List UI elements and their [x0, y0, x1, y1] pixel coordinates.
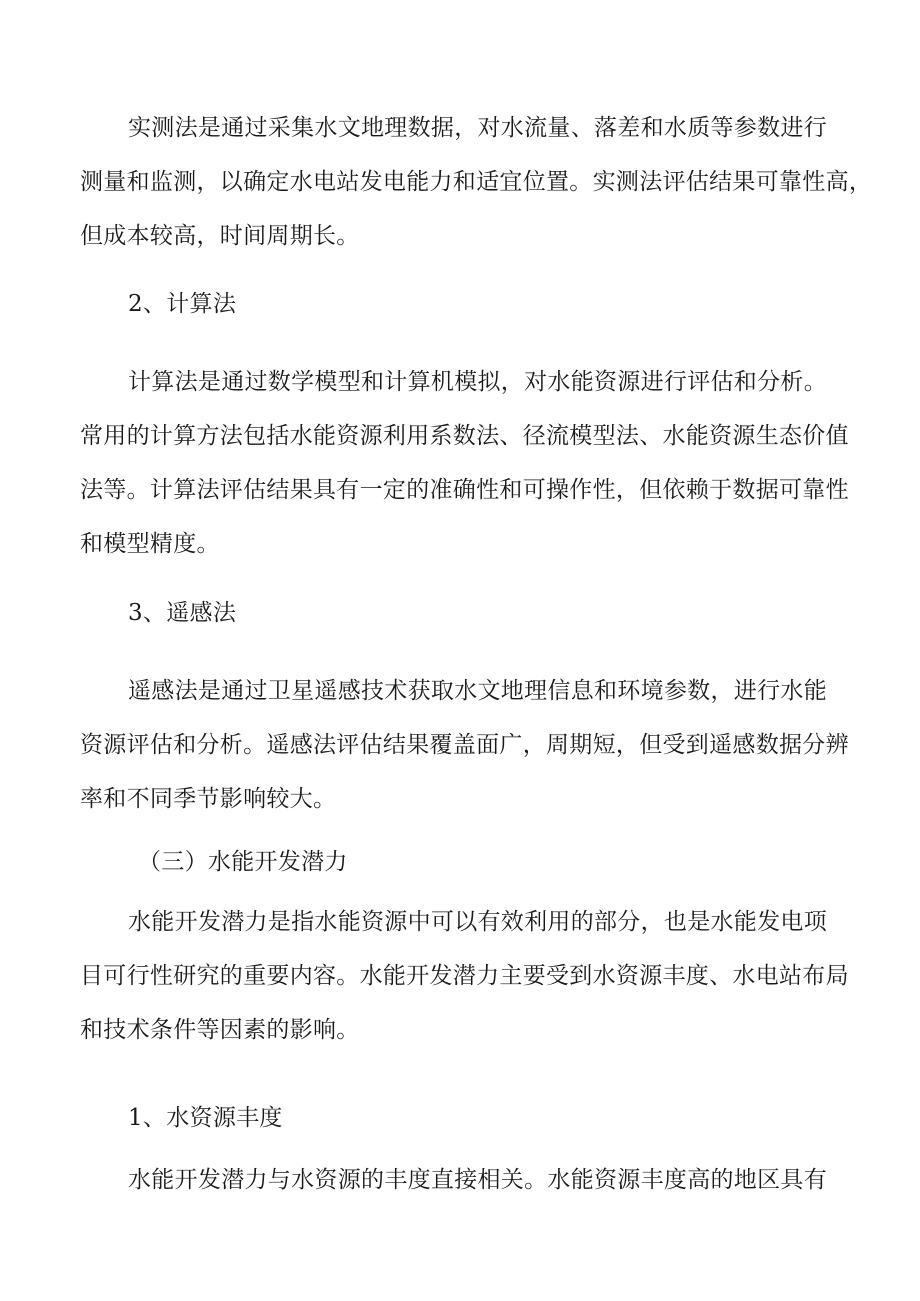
paragraph-line: 和模型精度。	[80, 531, 220, 557]
section-title: （三）水能开发潜力	[138, 849, 348, 875]
paragraph-line: 率和不同季节影响较大。	[80, 786, 337, 812]
section-heading: 3、遥感法	[128, 600, 237, 626]
paragraph-line: 和技术条件等因素的影响。	[80, 1017, 360, 1043]
paragraph-line: 计算法是通过数学模型和计算机模拟，对水能资源进行评估和分析。	[128, 369, 827, 395]
paragraph-line: 水能开发潜力与水资源的丰度直接相关。水能资源丰度高的地区具有	[128, 1167, 827, 1193]
paragraph-line: 实测法是通过采集水文地理数据，对水流量、落差和水质等参数进行	[128, 115, 827, 141]
paragraph-line: 常用的计算方法包括水能资源利用系数法、径流模型法、水能资源生态价值	[80, 423, 849, 449]
paragraph-line: 目可行性研究的重要内容。水能开发潜力主要受到水资源丰度、水电站布局	[80, 963, 849, 989]
paragraph-line: 法等。计算法评估结果具有一定的准确性和可操作性，但依赖于数据可靠性	[80, 477, 849, 503]
paragraph-line: 但成本较高，时间周期长。	[80, 223, 360, 249]
section-heading: 1、水资源丰度	[128, 1105, 283, 1131]
paragraph-line: 水能开发潜力是指水能资源中可以有效利用的部分，也是水能发电项	[128, 909, 827, 935]
paragraph-line: 遥感法是通过卫星遥感技术获取水文地理信息和环境参数，进行水能	[128, 678, 827, 704]
paragraph-line: 测量和监测，以确定水电站发电能力和适宜位置。实测法评估结果可靠性高，	[80, 169, 873, 195]
paragraph-line: 资源评估和分析。遥感法评估结果覆盖面广，周期短，但受到遥感数据分辨	[80, 732, 849, 758]
section-heading: 2、计算法	[128, 291, 237, 317]
